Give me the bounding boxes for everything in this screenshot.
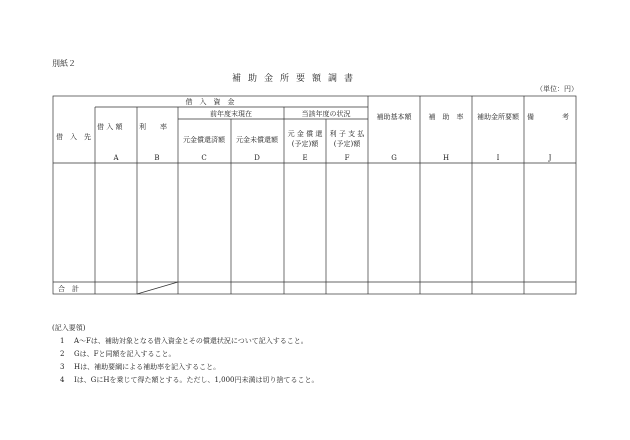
header-subsidy-rate: 補 助 率 [428, 113, 464, 121]
header-remarks: 備 考 [527, 113, 569, 121]
column-letter-c: C [201, 154, 207, 162]
header-interest-payment-sub: (予定)額 [333, 140, 361, 148]
total-row-label: 合 計 [58, 285, 79, 293]
instruction-item: 2 Gは、Fと同額を記入すること。 [60, 350, 176, 358]
instruction-item: 1 A～Fは、補助対象となる借入資金とその償還状況について記入すること。 [60, 337, 308, 345]
column-letter-a: A [113, 154, 119, 162]
instructions-heading: (記入要領) [52, 324, 86, 332]
header-current-year-status: 当該年度の状況 [301, 110, 351, 118]
column-letter-e: E [302, 154, 308, 162]
column-letter-b: B [154, 154, 160, 162]
header-base-amount: 補助基本額 [376, 113, 412, 121]
header-amount: 借 入 額 [97, 123, 123, 131]
column-letter-g: G [391, 154, 397, 162]
header-repaid-principal: 元金償還済額 [183, 136, 225, 144]
header-borrowed-funds: 借 入 資 金 [185, 98, 235, 106]
header-unrepaid-principal: 元金未償還額 [236, 136, 278, 144]
column-letter-d: D [254, 154, 260, 162]
entry-instructions [52, 322, 319, 387]
column-letter-h: H [442, 154, 450, 162]
unit-note: （単位：円） [536, 85, 578, 93]
form-label: 別紙２ [52, 59, 76, 68]
header-prev-year-end: 前年度末現在 [210, 110, 252, 118]
instruction-item: 3 Hは、補助要綱による補助率を記入すること。 [60, 363, 221, 371]
column-letter-j: J [548, 154, 552, 162]
column-letter-i: I [496, 154, 500, 162]
header-principal-repayment: 元 金 償 還 [287, 130, 323, 138]
document-title: 補助金所要額調書 [232, 74, 361, 84]
header-principal-repayment-sub: (予定)額 [291, 140, 319, 148]
header-subsidy-required: 補助金所要額 [477, 113, 519, 121]
instruction-item: 4 Iは、GにHを乗じて得た額とする。ただし、1,000円未満は切り捨てること。 [60, 376, 319, 384]
header-interest-payment: 利 子 支 払 [329, 130, 365, 138]
header-interest-rate: 利 率 [139, 123, 167, 131]
header-lender: 借 入 先 [56, 133, 91, 141]
table-grid-lines [53, 96, 576, 294]
column-letter-f: F [344, 154, 350, 162]
